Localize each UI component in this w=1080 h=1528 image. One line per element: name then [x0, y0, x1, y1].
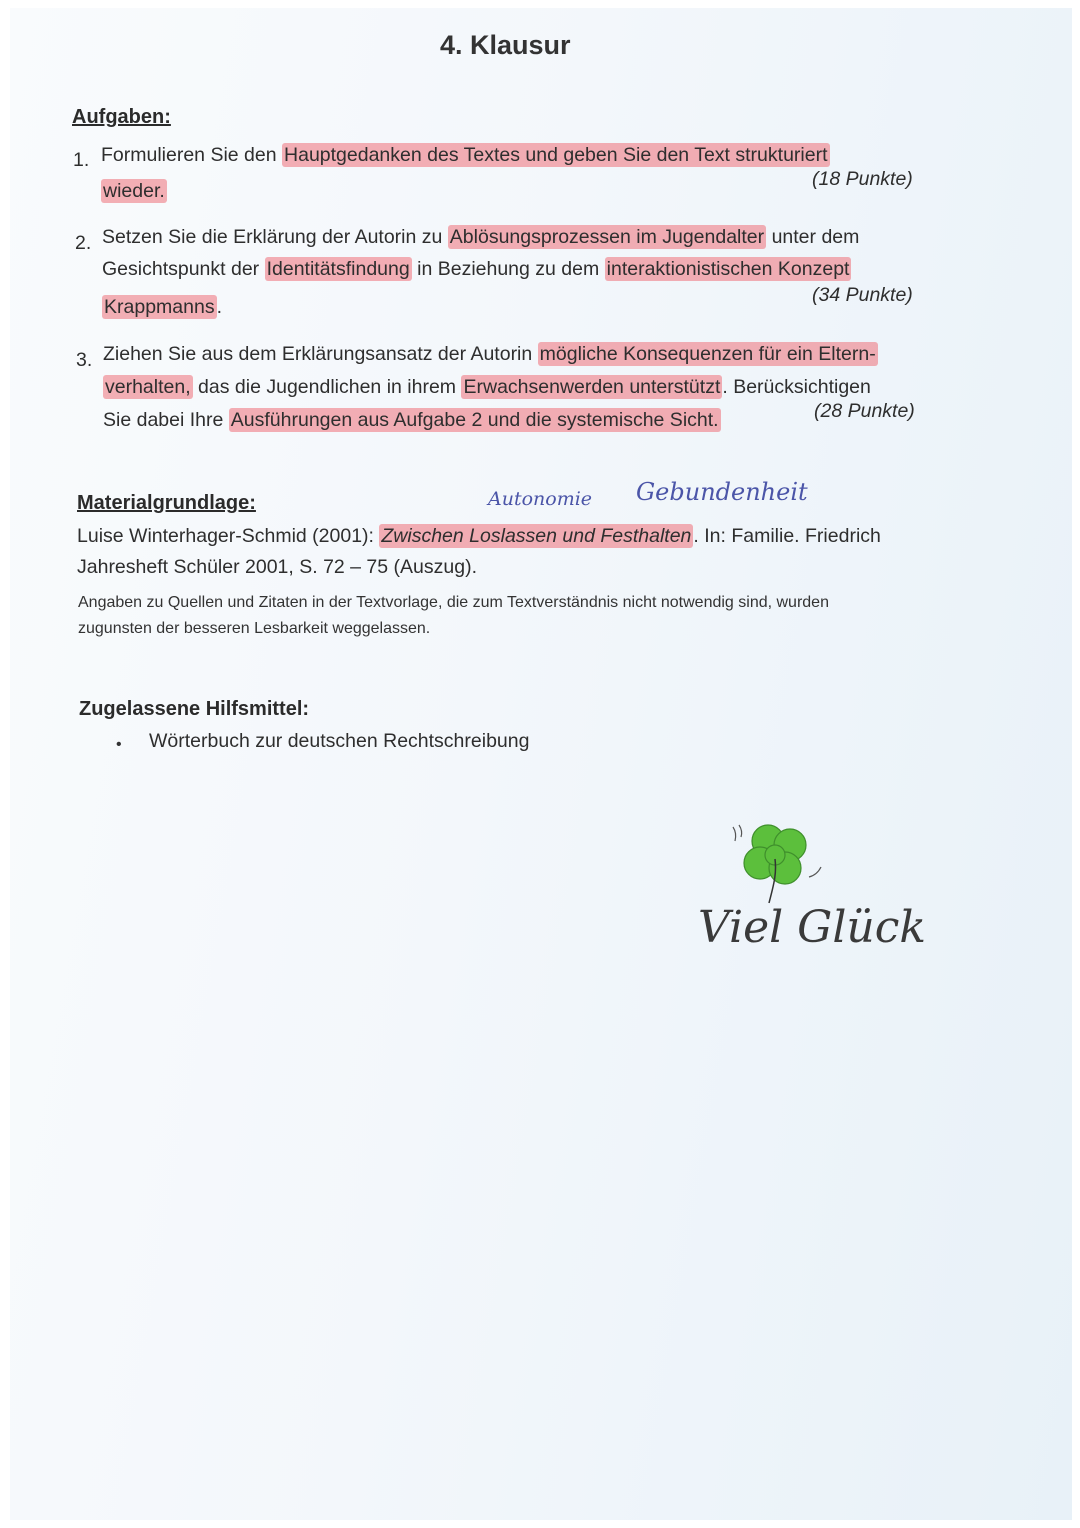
task-text: unter dem: [766, 226, 860, 248]
bullet-icon: •: [116, 736, 122, 753]
highlighted-text: Ausführungen aus Aufgabe 2 und die systemische Sicht.: [230, 409, 719, 431]
highlighted-text: verhalten,: [105, 376, 191, 398]
citation-author: Luise Winterhager-Schmid (2001):: [77, 525, 380, 547]
task-text: Formulieren Sie den: [101, 144, 283, 166]
task-line: [103, 409, 721, 432]
task-text: . Berücksichtigen: [722, 376, 871, 398]
source-note-line-2: zugunsten der besseren Lesbarkeit weggelassen.: [78, 620, 431, 637]
citation-title: Zwischen Loslassen und Festhalten: [381, 525, 692, 547]
citation-line-1: [77, 525, 881, 548]
aids-heading: Zugelassene Hilfsmittel:: [79, 698, 310, 720]
task-line: [102, 258, 851, 281]
highlighted-text: Ablösungsprozessen im Jugendalter: [449, 226, 765, 248]
handwritten-note-autonomie: Autonomie: [488, 488, 593, 510]
task-text: das die Jugendlichen in ihrem: [192, 376, 462, 398]
task-line: [101, 180, 167, 203]
task-points: (34 Punkte): [812, 284, 913, 306]
task-line: [101, 144, 830, 167]
task-points: (18 Punkte): [812, 168, 913, 190]
task-text: Sie dabei Ihre: [103, 409, 229, 431]
aids-item: Wörterbuch zur deutschen Rechtschreibung: [149, 730, 530, 752]
task-number: 1.: [73, 149, 90, 171]
task-text: Gesichtspunkt der: [102, 258, 265, 280]
task-number: 2.: [75, 232, 92, 254]
signature-text: Viel Glück: [698, 902, 927, 953]
task-line: [102, 296, 222, 319]
highlighted-text: Erwachsenwerden unterstützt: [463, 376, 721, 398]
material-heading: Materialgrundlage:: [77, 492, 256, 514]
task-text: in Beziehung zu dem: [411, 258, 605, 280]
page-title: 4. Klausur: [440, 30, 571, 60]
highlighted-text: Hauptgedanken des Textes und geben Sie den Text strukturiert: [284, 144, 828, 166]
tasks-heading: Aufgaben:: [72, 106, 171, 128]
clover-icon: [725, 815, 835, 910]
highlighted-text: Identitätsfindung: [266, 258, 410, 280]
task-number: 3.: [76, 349, 93, 371]
handwritten-note-gebundenheit: Gebundenheit: [636, 478, 808, 506]
task-line: [103, 343, 878, 366]
task-line: [103, 376, 871, 399]
citation-source: . In: Familie. Friedrich: [693, 525, 881, 547]
highlighted-text: interaktionistischen Konzept: [606, 258, 850, 280]
source-note-line-1: Angaben zu Quellen und Zitaten in der Textvorlage, die zum Textverständnis nicht notwendig sind, wurden: [78, 594, 829, 611]
task-text: Setzen Sie die Erklärung der Autorin zu: [102, 226, 448, 248]
highlighted-text: mögliche Konsequenzen für ein Eltern-: [539, 343, 876, 365]
highlighted-text: wieder.: [103, 180, 165, 202]
task-line: [102, 226, 859, 249]
task-text: Ziehen Sie aus dem Erklärungsansatz der Autorin: [103, 343, 538, 365]
citation-line-2: Jahresheft Schüler 2001, S. 72 – 75 (Auszug).: [77, 556, 477, 578]
task-text: .: [216, 296, 222, 318]
highlighted-text: Krappmanns: [104, 296, 215, 318]
task-points: (28 Punkte): [814, 400, 915, 422]
